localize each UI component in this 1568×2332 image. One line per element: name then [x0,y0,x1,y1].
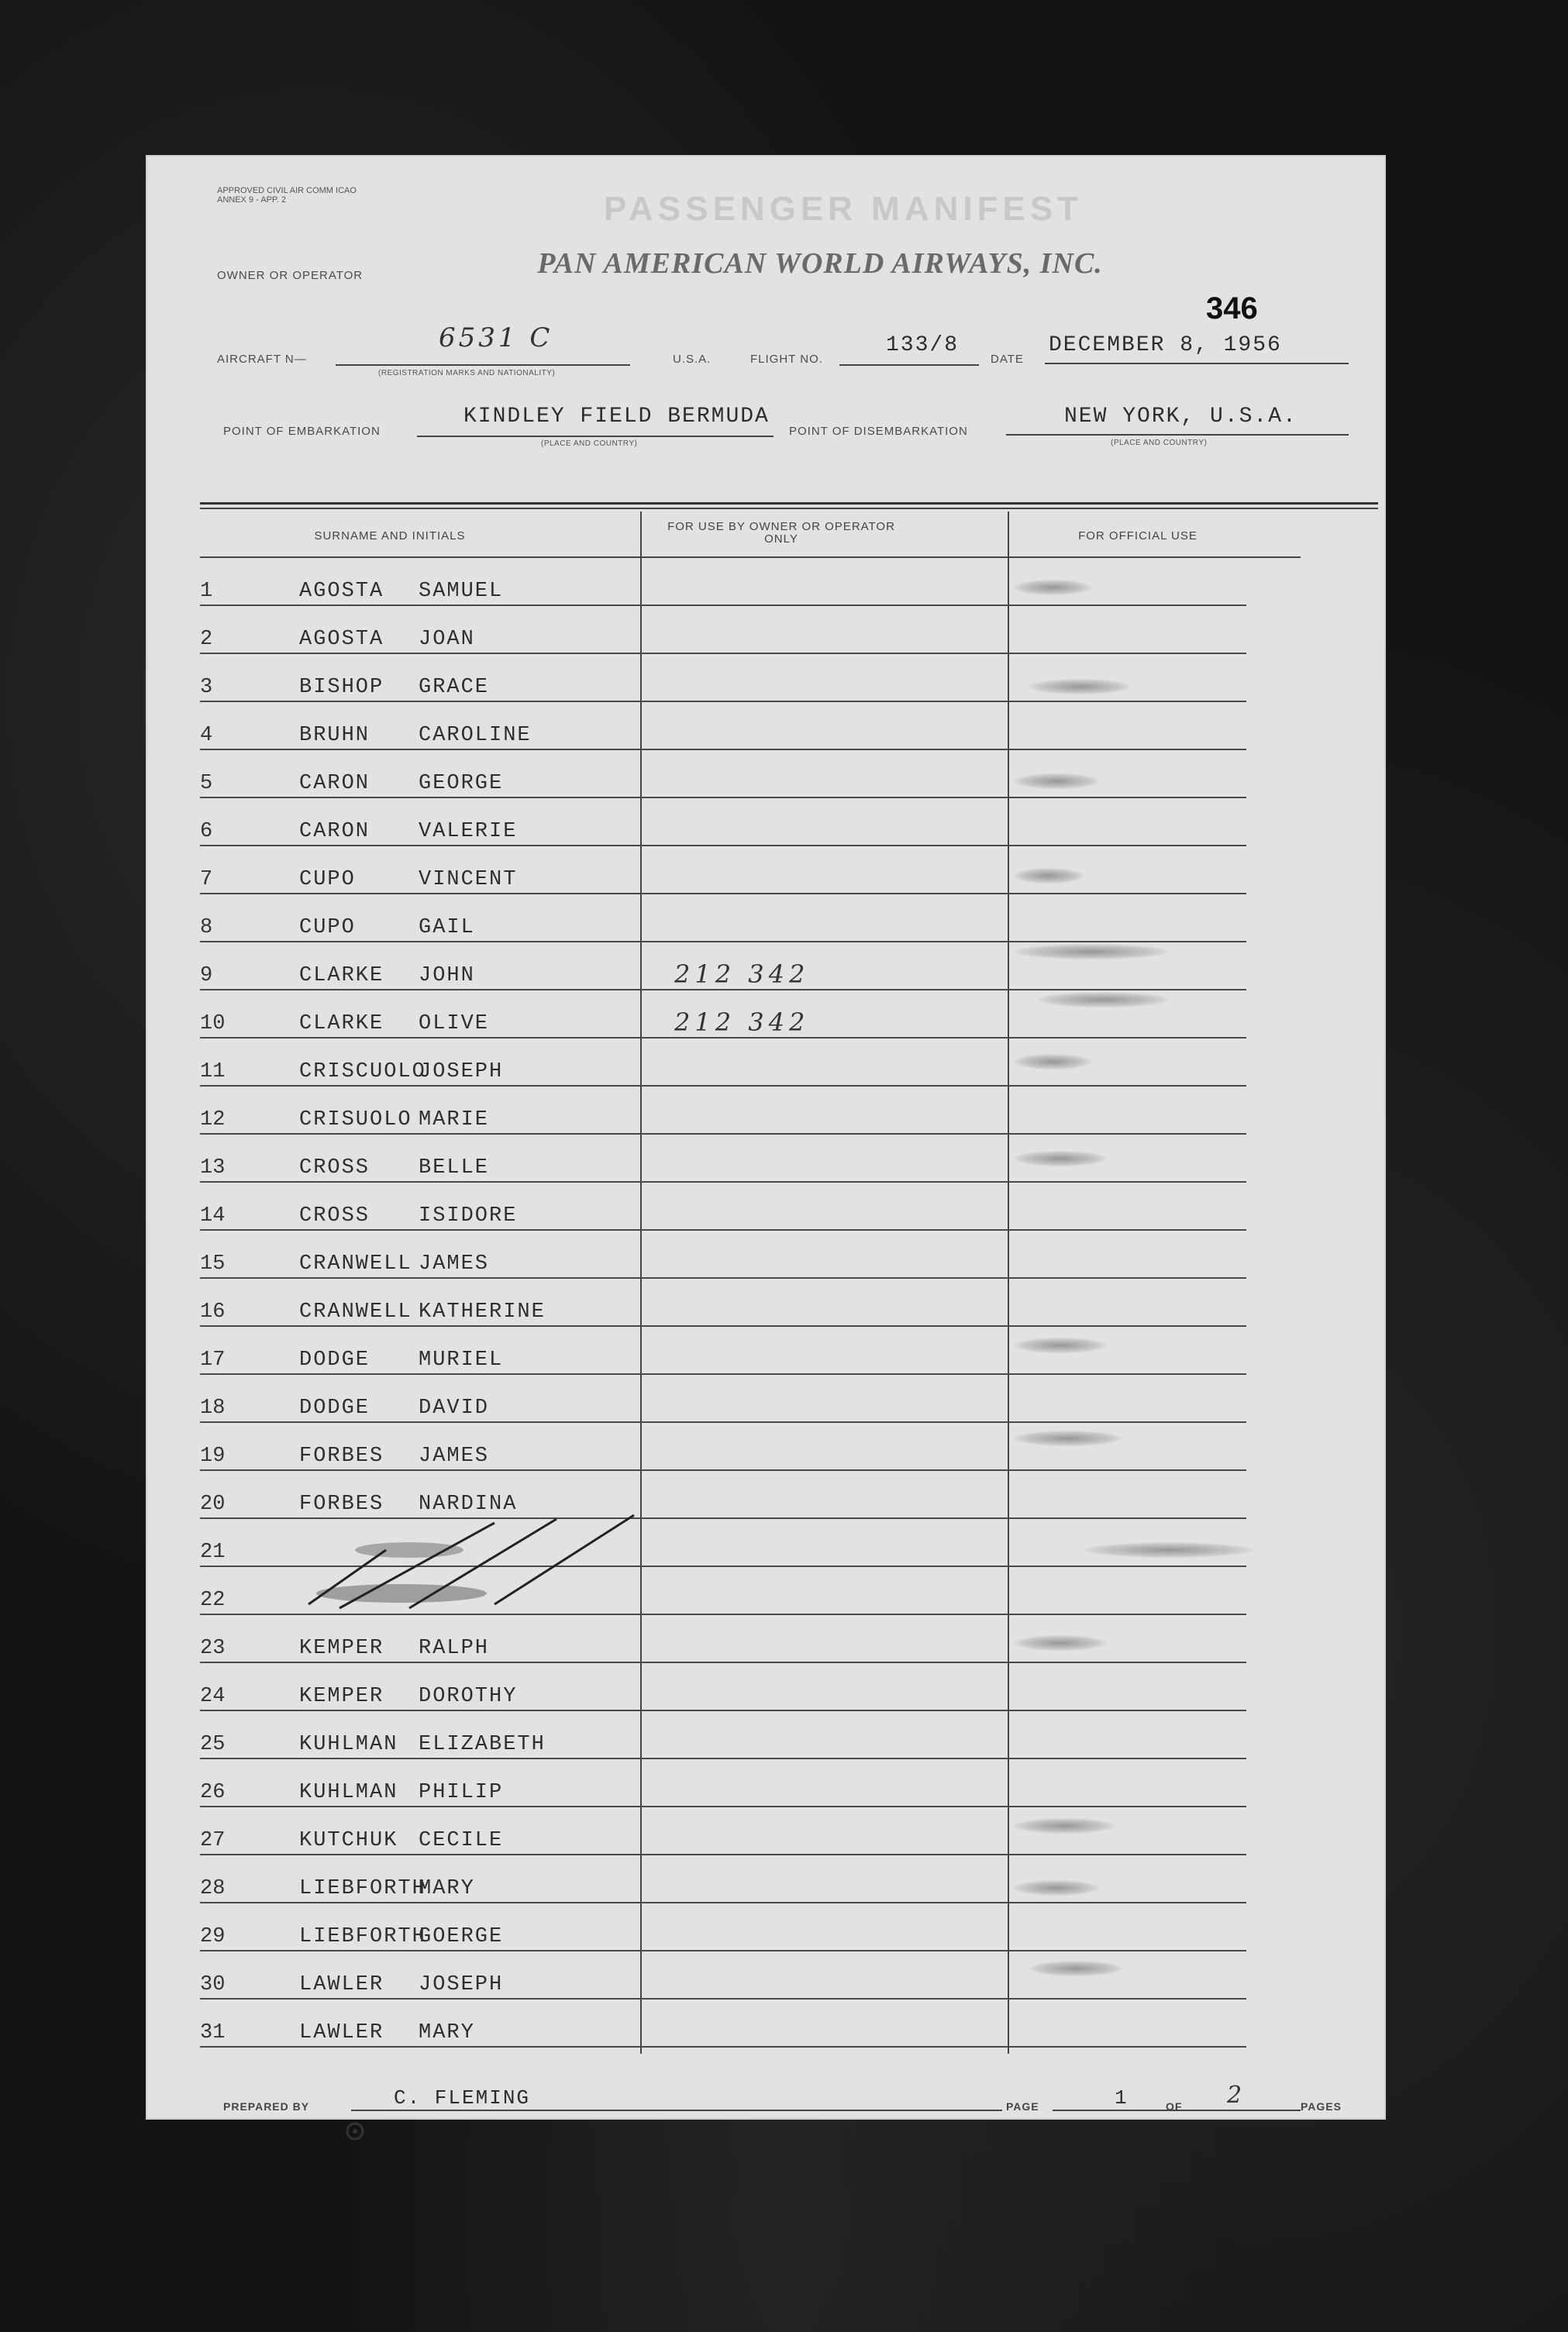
table-top-rule-2 [200,508,1378,509]
given-name-cell: MARIE [419,1108,490,1132]
surname-cell: CRISCUOLO [299,1060,426,1083]
table-row [200,1375,1246,1423]
surname-cell: FORBES [299,1493,384,1516]
registration-note: (REGISTRATION MARKS AND NATIONALITY) [378,369,556,377]
surname-cell: AGOSTA [299,628,384,651]
row-number: 14 [200,1204,226,1228]
table-row [200,1279,1246,1327]
flight-label: FLIGHT NO. [750,353,823,366]
disembarkation-place-note: (PLACE AND COUNTRY) [1111,439,1208,447]
given-name-cell: ELIZABETH [419,1733,546,1756]
usa-label: U.S.A. [673,353,712,366]
manifest-sheet [146,155,1386,2120]
given-name-cell: JOAN [419,628,475,651]
surname-cell: AGOSTA [299,580,384,603]
table-row [200,1855,1246,1903]
surname-cell: CROSS [299,1156,370,1180]
given-name-cell: VALERIE [419,820,518,843]
surname-cell: CRISUOLO [299,1108,412,1132]
page-value: 1 [1115,2086,1129,2110]
prepared-by-value: C. FLEMING [394,2086,531,2110]
stamp-number: 346 [1206,291,1258,326]
row-rule [200,2046,1246,2048]
surname-cell: DODGE [299,1349,370,1372]
given-name-cell: CAROLINE [419,724,532,747]
official-smudge [1014,1151,1107,1166]
row-number: 18 [200,1397,226,1420]
official-smudge [1037,992,1169,1008]
flight-underline [839,364,979,366]
aircraft-value: 6531 C [439,322,553,353]
row-number: 23 [200,1637,226,1660]
row-number: 27 [200,1829,226,1852]
official-smudge [1014,773,1099,789]
surname-cell: FORBES [299,1445,384,1468]
given-name-cell: VINCENT [419,868,518,891]
given-name-cell: CECILE [419,1829,504,1852]
given-name-cell: MARY [419,2021,475,2044]
row-number: 31 [200,2021,226,2044]
row-number: 26 [200,1781,226,1804]
aircraft-label: AIRCRAFT N— [217,353,307,366]
official-smudge [1084,1542,1254,1558]
table-row [200,2000,1246,2048]
row-number: 12 [200,1108,226,1132]
row-number: 24 [200,1685,226,1708]
row-number: 2 [200,628,213,651]
table-row [200,1183,1246,1231]
official-smudge [1014,944,1169,959]
given-name-cell: JOSEPH [419,1973,504,1996]
given-name-cell: MURIEL [419,1349,504,1372]
official-smudge [1029,1961,1122,1976]
table-row [200,750,1246,798]
official-smudge [1014,1635,1107,1651]
row-number: 1 [200,580,213,603]
surname-cell: DODGE [299,1397,370,1420]
row-number: 7 [200,868,213,891]
owner-value: PAN AMERICAN WORLD AIRWAYS, INC. [537,247,1103,280]
surname-cell: KUHLMAN [299,1781,398,1804]
owner-note-cell: 212 342 [674,1008,810,1037]
given-name-cell: DOROTHY [419,1685,518,1708]
official-smudge [1014,868,1084,884]
disembarkation-value: NEW YORK, U.S.A. [1064,405,1297,429]
given-name-cell: PHILIP [419,1781,504,1804]
official-smudge [1014,1338,1107,1353]
row-number: 5 [200,772,213,795]
row-number: 21 [200,1541,226,1564]
table-row [200,1231,1246,1279]
official-smudge [1014,1818,1115,1834]
row-number: 9 [200,964,213,987]
given-name-cell: SAMUEL [419,580,504,603]
given-name-cell: JAMES [419,1445,490,1468]
surname-cell: BISHOP [299,676,384,699]
owner-label: OWNER OR OPERATOR [217,269,364,282]
surname-cell: CLARKE [299,964,384,987]
prepared-underline [351,2110,1002,2111]
row-number: 19 [200,1445,226,1468]
page-underline [1053,2110,1301,2111]
aircraft-underline [336,364,630,366]
prepared-by-label: PREPARED BY [223,2100,310,2113]
given-name-cell: MARY [419,1877,475,1900]
col-header-surname: SURNAME AND INITIALS [314,529,466,543]
row-number: 15 [200,1252,226,1276]
table-row [200,1423,1246,1471]
given-name-cell: GEORGE [419,772,504,795]
given-name-cell: ISIDORE [419,1204,518,1228]
form-title: PASSENGER MANIFEST [603,190,1084,228]
official-smudge [1014,1431,1122,1446]
official-smudge [1014,1054,1091,1070]
table-row [200,846,1246,894]
given-name-cell: JOHN [419,964,475,987]
table-top-rule [200,502,1378,505]
col-header-official: FOR OFFICIAL USE [1078,529,1198,543]
surname-cell: LIEBFORTH [299,1925,426,1948]
surname-cell: KEMPER [299,1637,384,1660]
table-row [200,894,1246,942]
surname-cell: LAWLER [299,1973,384,1996]
flight-value: 133/8 [886,333,960,357]
approval-note: APPROVED CIVIL AIR COMM ICAO ANNEX 9 - APP. 2 [217,186,357,205]
official-smudge [1014,1880,1099,1896]
date-label: DATE [991,353,1024,366]
surname-cell: CARON [299,772,370,795]
date-value: DECEMBER 8, 1956 [1049,333,1282,357]
given-name-cell: RALPH [419,1637,490,1660]
date-underline [1045,363,1349,364]
row-number: 29 [200,1925,226,1948]
row-number: 6 [200,820,213,843]
given-name-cell: JAMES [419,1252,490,1276]
row-number: 8 [200,916,213,939]
surname-cell: CLARKE [299,1012,384,1035]
given-name-cell: KATHERINE [419,1300,546,1324]
surname-cell: CRANWELL [299,1300,412,1324]
given-name-cell: NARDINA [419,1493,518,1516]
col-header-owner: FOR USE BY OWNER OR OPERATOR ONLY [667,520,895,546]
table-row [200,558,1246,606]
given-name-cell: JOSEPH [419,1060,504,1083]
given-name-cell: DAVID [419,1397,490,1420]
embarkation-value: KINDLEY FIELD BERMUDA [464,405,770,429]
row-number: 11 [200,1060,226,1083]
surname-cell: CUPO [299,868,356,891]
given-name-cell: GRACE [419,676,490,699]
table-row [200,1759,1246,1807]
embarkation-place-note: (PLACE AND COUNTRY) [541,439,638,448]
given-name-cell: GAIL [419,916,475,939]
page-label: PAGE [1006,2100,1039,2113]
official-smudge [1014,580,1091,595]
table-row [200,702,1246,750]
surname-cell: CROSS [299,1204,370,1228]
surname-cell: BRUHN [299,724,370,747]
surname-cell: CARON [299,820,370,843]
ink-mark-icon [339,2116,370,2147]
owner-note-cell: 212 342 [674,959,810,989]
table-row [200,1087,1246,1135]
row-number: 17 [200,1349,226,1372]
table-row [200,1711,1246,1759]
table-row [200,798,1246,846]
surname-cell: KUTCHUK [299,1829,398,1852]
table-row [200,606,1246,654]
row-number: 10 [200,1012,226,1035]
given-name-cell: GOERGE [419,1925,504,1948]
pages-label: PAGES [1301,2100,1342,2113]
row-number: 4 [200,724,213,747]
disembarkation-underline [1006,434,1349,436]
surname-cell: CRANWELL [299,1252,412,1276]
row-number: 20 [200,1493,226,1516]
table-row [200,1663,1246,1711]
row-number: 16 [200,1300,226,1324]
surname-cell: CUPO [299,916,356,939]
surname-cell: KUHLMAN [299,1733,398,1756]
surname-cell: KEMPER [299,1685,384,1708]
row-number: 25 [200,1733,226,1756]
embarkation-label: POINT OF EMBARKATION [223,425,381,438]
crossed-out-entries [293,1511,650,1620]
table-row [200,1903,1246,1951]
row-number: 3 [200,676,213,699]
embarkation-underline [417,436,774,437]
given-name-cell: OLIVE [419,1012,490,1035]
surname-cell: LIEBFORTH [299,1877,426,1900]
row-number: 28 [200,1877,226,1900]
disembarkation-label: POINT OF DISEMBARKATION [789,425,968,438]
row-number: 13 [200,1156,226,1180]
row-number: 22 [200,1589,226,1612]
of-label: OF [1166,2100,1183,2113]
given-name-cell: BELLE [419,1156,490,1180]
row-number: 30 [200,1973,226,1996]
surname-cell: LAWLER [299,2021,384,2044]
total-pages-value: 2 [1227,2082,1246,2109]
table-row [200,654,1246,702]
official-smudge [1029,679,1130,694]
